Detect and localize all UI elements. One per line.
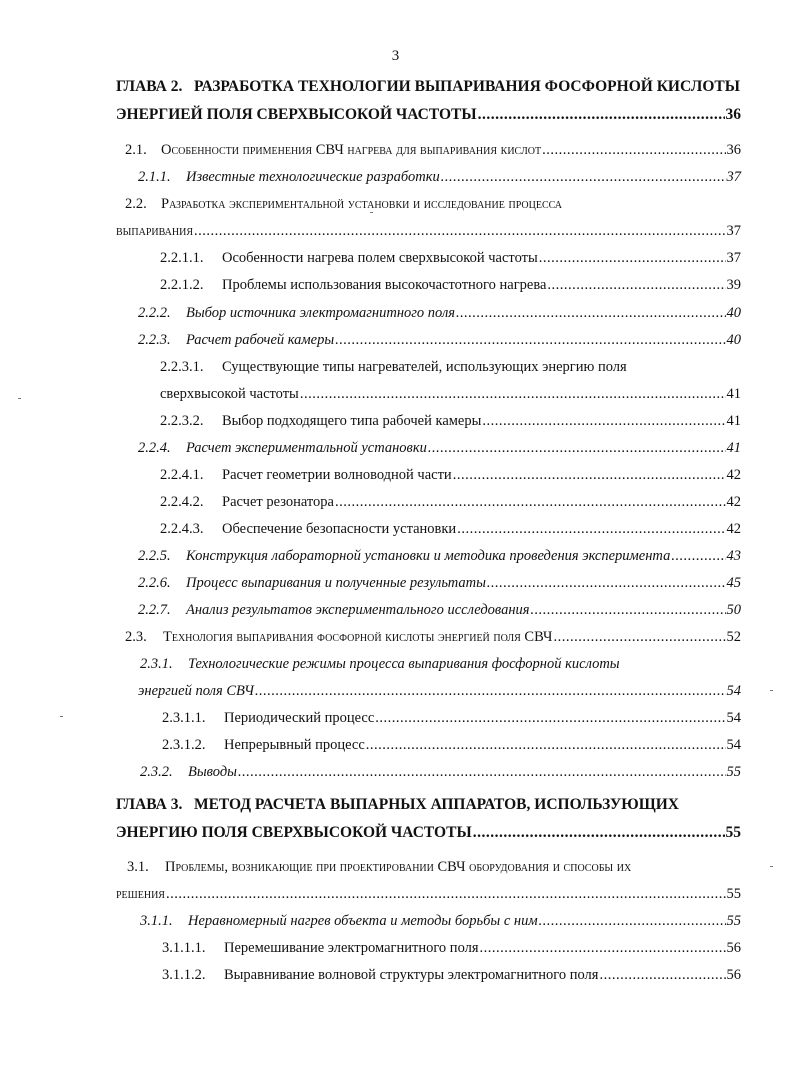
- entry-number: 2.2.: [125, 196, 147, 212]
- entry-number: 2.2.4.2.: [160, 494, 204, 510]
- toc-entry-2-3-1-2[interactable]: [162, 737, 741, 754]
- entry-title: Технология выпаривания фосфорной кислоты энергией поля СВЧ: [163, 629, 553, 645]
- toc-entry-2-2-4-3[interactable]: [160, 521, 741, 538]
- entry-page: 41: [726, 386, 741, 402]
- entry-title: Анализ результатов экспериментального исследования: [186, 602, 530, 618]
- chapter-2-number: ГЛАВА 2.: [116, 78, 183, 95]
- entry-page: 43: [726, 548, 741, 564]
- leader-dots: [366, 737, 726, 754]
- entry-page: 42: [726, 494, 741, 510]
- chapter-2-title-line2: ЭНЕРГИЕЙ ПОЛЯ СВЕРХВЫСОКОЙ ЧАСТОТЫ: [116, 106, 477, 123]
- leader-dots: [473, 824, 725, 842]
- leader-dots: [335, 494, 726, 511]
- toc-chapter-3-line2[interactable]: [116, 824, 741, 842]
- toc-entry-3-1-1-2[interactable]: [162, 967, 741, 984]
- entry-page: 42: [726, 521, 741, 537]
- toc-entry-2-2-3[interactable]: [138, 332, 741, 349]
- entry-title: Обеспечение безопасности установки: [222, 521, 457, 537]
- scan-speck: [18, 398, 21, 399]
- entry-page: 42: [726, 467, 741, 483]
- toc-chapter-3-line1: [116, 796, 679, 814]
- toc-entry-2-2-4-1[interactable]: [160, 467, 741, 484]
- entry-number: 2.2.4.1.: [160, 467, 204, 483]
- entry-number: 2.3.1.1.: [162, 710, 206, 726]
- toc-entry-2-2-5[interactable]: [138, 548, 741, 565]
- entry-title: Особенности применения СВЧ нагрева для выпаривания кислот: [161, 142, 542, 158]
- toc-entry-2-2-line1[interactable]: [125, 196, 562, 213]
- leader-dots: [487, 575, 726, 592]
- entry-number: 2.2.6.: [138, 575, 171, 591]
- toc-entry-2-2-4-2[interactable]: [160, 494, 741, 511]
- entry-title: Непрерывный процесс: [224, 737, 365, 753]
- entry-title-line2: сверхвысокой частоты: [160, 386, 299, 402]
- entry-number: 3.1.1.1.: [162, 940, 206, 956]
- toc-entry-2-2-1-1[interactable]: [160, 250, 741, 267]
- entry-page: 40: [726, 305, 741, 321]
- entry-title: Проблемы использования высокочастотного нагрева: [222, 277, 547, 293]
- toc-entry-2-3-1-1[interactable]: [162, 710, 741, 727]
- entry-title: Периодический процесс: [224, 710, 375, 726]
- toc-entry-2-2-3-1-line1[interactable]: [160, 359, 627, 376]
- entry-title: Расчет рабочей камеры: [186, 332, 335, 348]
- entry-page: 41: [726, 440, 741, 456]
- toc-entry-2-3-2[interactable]: [140, 764, 741, 781]
- entry-number: 2.2.1.1.: [160, 250, 204, 266]
- chapter-2-title-line1: РАЗРАБОТКА ТЕХНОЛОГИИ ВЫПАРИВАНИЯ ФОСФОРНОЙ КИСЛОТЫ: [193, 78, 740, 95]
- leader-dots: [539, 250, 726, 267]
- entry-number: 3.1.1.: [140, 913, 173, 929]
- entry-number: 2.2.1.2.: [160, 277, 204, 293]
- toc-entry-2-2-7[interactable]: [138, 602, 741, 619]
- leader-dots: [375, 710, 725, 727]
- entry-number: 2.3.: [125, 629, 147, 645]
- entry-page: 54: [726, 683, 741, 699]
- entry-title-line1: Проблемы, возникающие при проектировании СВЧ оборудования и способы их: [165, 859, 632, 875]
- entry-title-line1: Существующие типы нагревателей, использующих энергию поля: [222, 359, 627, 375]
- leader-dots: [453, 467, 726, 484]
- entry-page: 37: [726, 223, 741, 239]
- entry-title: Выбор подходящего типа рабочей камеры: [222, 413, 482, 429]
- leader-dots: [539, 913, 726, 930]
- entry-title: Выводы: [188, 764, 237, 780]
- entry-number: 2.2.4.3.: [160, 521, 204, 537]
- chapter-2-page: 36: [725, 106, 741, 123]
- entry-page: 37: [726, 169, 741, 185]
- entry-number: 2.2.3.2.: [160, 413, 204, 429]
- leader-dots: [547, 277, 725, 294]
- entry-number: 3.1.1.2.: [162, 967, 206, 983]
- entry-number: 2.3.1.: [140, 656, 173, 672]
- entry-page: 55: [726, 886, 741, 902]
- toc-entry-2-2-2[interactable]: [138, 305, 741, 322]
- toc-entry-2-3-1-line2[interactable]: [138, 683, 741, 700]
- entry-page: 50: [726, 602, 741, 618]
- entry-page: 52: [726, 629, 741, 645]
- entry-title: Расчет геометрии волноводной части: [222, 467, 452, 483]
- leader-dots: [482, 413, 725, 430]
- toc-chapter-2-line1: [116, 78, 740, 96]
- entry-number: 3.1.: [127, 859, 149, 875]
- entry-page: 41: [726, 413, 741, 429]
- chapter-3-title-line2: ЭНЕРГИЮ ПОЛЯ СВЕРХВЫСОКОЙ ЧАСТОТЫ: [116, 824, 472, 841]
- leader-dots: [599, 967, 725, 984]
- leader-dots: [335, 332, 725, 349]
- leader-dots: [478, 106, 725, 124]
- entry-number: 2.1.: [125, 142, 147, 158]
- toc-entry-2-2-line2[interactable]: [116, 223, 741, 240]
- toc-entry-3-1-1[interactable]: [140, 913, 741, 930]
- entry-title-line2: выпаривания: [116, 223, 193, 239]
- page-number: 3: [391, 48, 400, 64]
- toc-entry-2-2-3-2[interactable]: [160, 413, 741, 430]
- entry-page: 39: [726, 277, 741, 293]
- entry-number: 2.3.1.2.: [162, 737, 206, 753]
- entry-page: 56: [726, 940, 741, 956]
- entry-page: 55: [726, 913, 741, 929]
- toc-chapter-2-line2[interactable]: [116, 106, 741, 124]
- toc-entry-2-1-1[interactable]: [138, 169, 741, 186]
- entry-number: 2.2.4.: [138, 440, 171, 456]
- entry-number: 2.2.7.: [138, 602, 171, 618]
- toc-entry-2-3[interactable]: [125, 629, 741, 646]
- entry-number: 2.2.5.: [138, 548, 171, 564]
- entry-title: Выбор источника электромагнитного поля: [186, 305, 456, 321]
- entry-number: 2.3.2.: [140, 764, 173, 780]
- entry-title: Выравнивание волновой структуры электромагнитного поля: [224, 967, 599, 983]
- entry-title: Процесс выпаривания и полученные результаты: [186, 575, 486, 591]
- entry-title: Конструкция лабораторной установки и методика проведения эксперимента: [186, 548, 671, 564]
- leader-dots: [542, 142, 725, 159]
- entry-number: 2.2.2.: [138, 305, 171, 321]
- entry-page: 45: [726, 575, 741, 591]
- leader-dots: [255, 683, 726, 700]
- chapter-3-number: ГЛАВА 3.: [116, 796, 183, 813]
- entry-title: Особенности нагрева полем сверхвысокой частоты: [222, 250, 538, 266]
- toc-entry-2-2-4[interactable]: [138, 440, 741, 457]
- leader-dots: [194, 223, 726, 240]
- leader-dots: [428, 440, 726, 457]
- entry-page: 37: [726, 250, 741, 266]
- leader-dots: [456, 305, 725, 322]
- leader-dots: [300, 386, 726, 403]
- scan-speck: [60, 716, 63, 717]
- scan-speck: [770, 866, 773, 867]
- toc-entry-3-1-line1[interactable]: [127, 859, 631, 876]
- entry-page: 36: [726, 142, 741, 158]
- entry-number: 2.2.3.1.: [160, 359, 204, 375]
- entry-title-line2: энергией поля СВЧ: [138, 683, 254, 699]
- toc-entry-2-3-1-line1[interactable]: [140, 656, 620, 673]
- entry-page: 40: [726, 332, 741, 348]
- scan-speck: [770, 690, 773, 691]
- chapter-3-title-line1: МЕТОД РАСЧЕТА ВЫПАРНЫХ АППАРАТОВ, ИСПОЛЬЗУЮЩИХ: [193, 796, 679, 813]
- entry-number: 2.2.3.: [138, 332, 171, 348]
- entry-number: 2.1.1.: [138, 169, 171, 185]
- toc-entry-3-1-line2[interactable]: [116, 886, 741, 903]
- entry-title-line1: Разработка экспериментальной установки и исследование процесса: [161, 196, 563, 212]
- entry-title: Известные технологические разработки: [186, 169, 440, 185]
- toc-entry-2-1[interactable]: [125, 142, 741, 159]
- entry-page: 54: [726, 737, 741, 753]
- leader-dots: [531, 602, 726, 619]
- toc-entry-2-2-1-2[interactable]: [160, 277, 741, 294]
- toc-entry-2-2-3-1-line2[interactable]: [160, 386, 741, 403]
- leader-dots: [238, 764, 726, 781]
- leader-dots: [553, 629, 725, 646]
- chapter-3-page: 55: [725, 824, 741, 841]
- entry-title-line1: Технологические режимы процесса выпаривания фосфорной кислоты: [188, 656, 620, 672]
- entry-title: Неравномерный нагрев объекта и методы борьбы с ним: [188, 913, 538, 929]
- entry-title: Перемешивание электромагнитного поля: [224, 940, 479, 956]
- leader-dots: [441, 169, 726, 186]
- entry-title-line2: решения: [116, 886, 165, 902]
- entry-page: 54: [726, 710, 741, 726]
- entry-title: Расчет экспериментальной установки: [186, 440, 427, 456]
- leader-dots: [480, 940, 726, 957]
- scan-speck: [370, 212, 373, 213]
- entry-title: Расчет резонатора: [222, 494, 334, 510]
- entry-page: 55: [726, 764, 741, 780]
- leader-dots: [457, 521, 725, 538]
- leader-dots: [166, 886, 726, 903]
- toc-entry-3-1-1-1[interactable]: [162, 940, 741, 957]
- toc-entry-2-2-6[interactable]: [138, 575, 741, 592]
- leader-dots: [671, 548, 725, 565]
- entry-page: 56: [726, 967, 741, 983]
